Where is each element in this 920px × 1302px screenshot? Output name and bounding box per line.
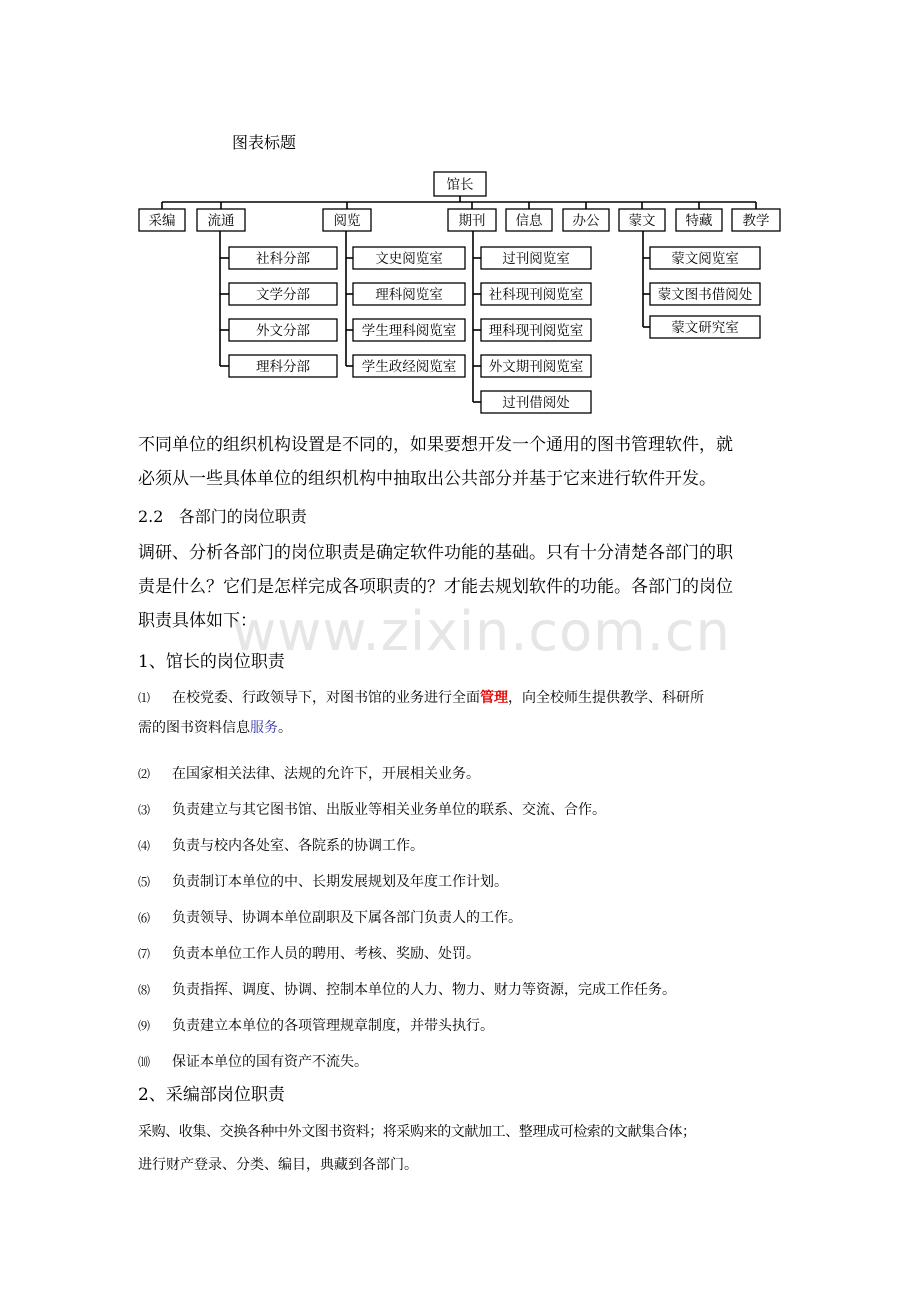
item-text: 负责建立本单位的各项管理规章制度，并带头执行。	[172, 1018, 494, 1034]
duty1-list	[138, 756, 788, 1080]
org-sub-box	[481, 283, 591, 305]
section-number: 2.2	[138, 507, 164, 526]
dept-label: 特藏	[685, 213, 713, 229]
sub-label: 理科阅览室	[375, 287, 443, 303]
org-dept-liutong	[197, 209, 245, 231]
sub-label: 学生政经阅览室	[361, 359, 457, 375]
sub-label: 外文分部	[256, 323, 310, 339]
sub-label: 理科分部	[256, 359, 310, 375]
item-text: 需的图书资料信息	[138, 720, 250, 736]
list-item	[138, 864, 788, 900]
item-text: 负责建立与其它图书馆、出版业等相关业务单位的联系、交流、合作。	[172, 802, 606, 818]
sub-label: 社科现刊阅览室	[488, 287, 584, 303]
text-line: 调研、分析各部门的岗位职责是确定软件功能的基础。只有十分清楚各部门的职	[138, 543, 733, 563]
item-number: ⑺	[138, 947, 151, 961]
org-sub-box	[229, 355, 337, 377]
duty1-item-1	[138, 683, 788, 743]
org-sub-box	[229, 247, 337, 269]
org-dept-xinxi	[506, 209, 552, 231]
item-number: ⑵	[138, 767, 151, 781]
org-dept-yuelan	[323, 209, 371, 231]
text-line: 进行财产登录、分类、编目，典藏到各部门。	[138, 1157, 418, 1173]
item-number: ⑻	[138, 983, 151, 997]
sub-label: 文史阅览室	[375, 251, 443, 267]
item-text: 在国家相关法律、法规的允许下，开展相关业务。	[172, 766, 480, 782]
chart-caption: 图表标题	[232, 133, 297, 152]
org-dept-mengwen	[619, 209, 665, 231]
org-sub-box	[353, 247, 465, 269]
org-sub-box	[650, 247, 760, 269]
item-text: 负责与校内各处室、各院系的协调工作。	[172, 838, 424, 854]
list-item	[138, 828, 788, 864]
item-text: 。	[278, 720, 292, 736]
section-title: 各部门的岗位职责	[178, 507, 307, 526]
list-item	[138, 972, 788, 1008]
item-number: ⑽	[138, 1055, 151, 1069]
sub-label: 蒙文阅览室	[671, 251, 739, 267]
org-sub-box	[353, 283, 465, 305]
sub-label: 外文期刊阅览室	[488, 359, 584, 375]
dept-label: 阅览	[333, 213, 361, 229]
dept-label: 采编	[148, 213, 176, 229]
section-heading	[138, 500, 788, 534]
org-dept-bangong	[563, 209, 609, 231]
sub-label: 过刊借阅处	[502, 395, 570, 411]
org-sub-box	[481, 355, 591, 377]
org-chart	[0, 0, 920, 420]
list-item	[138, 1008, 788, 1044]
text-line: 责是什么？它们是怎样完成各项职责的？才能去规划软件的功能。各部门的岗位	[138, 577, 733, 597]
item-text: 负责指挥、调度、协调、控制本单位的人力、物力、财力等资源，完成工作任务。	[172, 982, 676, 998]
list-item	[138, 900, 788, 936]
org-dept-qikan	[448, 209, 496, 231]
sub-label: 蒙文图书借阅处	[657, 287, 753, 303]
duty1-heading: 1、馆长的岗位职责	[138, 652, 285, 672]
org-root-box	[434, 172, 486, 196]
item-text: 负责领导、协调本单位副职及下属各部门负责人的工作。	[172, 910, 522, 926]
item-text: 负责制订本单位的中、长期发展规划及年度工作计划。	[172, 874, 508, 890]
list-item	[138, 756, 788, 792]
item-text: ，向全校师生提供教学、科研所	[508, 690, 704, 706]
watermark: www.zixin.com.cn	[232, 600, 731, 663]
org-dept-tecang	[676, 209, 722, 231]
org-sub-box	[650, 283, 760, 305]
org-sub-box	[229, 283, 337, 305]
dept-label: 办公	[572, 213, 600, 229]
sub-label: 学生理科阅览室	[361, 323, 457, 339]
item-number: ⑶	[138, 803, 151, 817]
org-root-label: 馆长	[446, 177, 474, 193]
item-text: 在校党委、行政领导下，对图书馆的业务进行全面	[172, 690, 480, 706]
sub-label: 理科现刊阅览室	[488, 323, 584, 339]
dept-label: 流通	[207, 213, 235, 229]
org-dept-jiaoxue	[732, 209, 780, 231]
sub-label: 过刊阅览室	[502, 251, 570, 267]
org-dept-caibian	[139, 209, 185, 231]
text-line: 不同单位的组织机构设置是不同的，如果要想开发一个通用的图书管理软件，就	[138, 435, 733, 455]
item-number: ⑸	[138, 875, 151, 889]
highlight-link[interactable]: 管理	[480, 690, 508, 706]
service-link[interactable]: 服务	[250, 720, 278, 736]
duty2-body	[138, 1116, 798, 1182]
list-item	[138, 1044, 788, 1080]
text-line: 采购、收集、交换各种中外文图书资料；将采购来的文献加工、整理成可检索的文献集合体；	[138, 1124, 696, 1140]
item-number: ⑼	[138, 1019, 151, 1033]
org-sub-box	[353, 319, 465, 341]
sub-label: 蒙文研究室	[671, 320, 739, 336]
list-item	[138, 792, 788, 828]
dept-label: 期刊	[458, 213, 486, 229]
org-sub-box	[481, 247, 591, 269]
duty2-heading: 2、采编部岗位职责	[138, 1085, 285, 1105]
text-line: 必须从一些具体单位的组织机构中抽取出公共部分并基于它来进行软件开发。	[138, 469, 716, 489]
item-number: ⑹	[138, 911, 151, 925]
dept-label: 信息	[515, 213, 543, 229]
org-sub-box	[353, 355, 465, 377]
sub-label: 文学分部	[256, 287, 310, 303]
dept-label: 教学	[742, 213, 770, 229]
item-text: 负责本单位工作人员的聘用、考核、奖励、处罚。	[172, 946, 480, 962]
item-text: 保证本单位的国有资产不流失。	[172, 1054, 368, 1070]
item-number: ⑷	[138, 839, 151, 853]
org-sub-box	[650, 316, 760, 338]
text-line: 职责具体如下：	[138, 611, 257, 631]
org-sub-box	[229, 319, 337, 341]
section-body	[138, 536, 788, 638]
org-sub-box	[481, 391, 591, 413]
list-item	[138, 936, 788, 972]
item-number: ⑴	[138, 691, 151, 705]
org-sub-box	[481, 319, 591, 341]
intro-paragraph	[138, 428, 788, 496]
dept-label: 蒙文	[628, 213, 656, 229]
sub-label: 社科分部	[256, 251, 310, 267]
